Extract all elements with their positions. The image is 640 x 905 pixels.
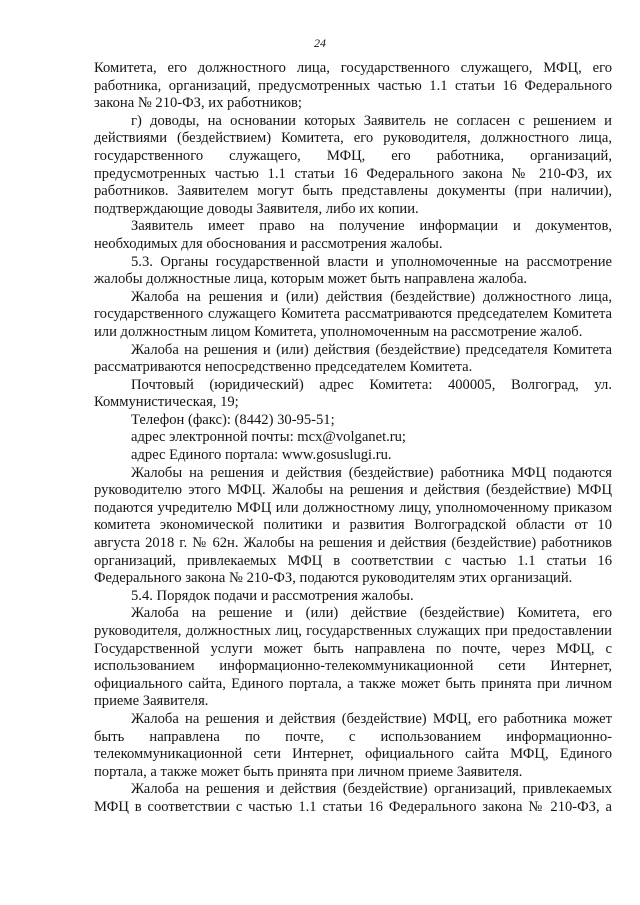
paragraph-chairman-complaint: Жалоба на решения и (или) действия (бездействие) председателя Комитета рассматриваются непосредственно председателем Комитета. <box>94 341 612 376</box>
section-5-4-heading: 5.4. Порядок подачи и рассмотрения жалобы. <box>131 587 414 604</box>
section-5-3-heading: 5.3. Органы государственной власти и уполномоченные на рассмотрение жалобы должностные лица, которым может быть направлена жалоба. <box>94 253 612 288</box>
phone-fax: Телефон (факс): (8442) 30-95-51; <box>131 411 335 428</box>
email-address: адрес электронной почты: mcx@volganet.ru; <box>131 429 406 446</box>
paragraph-official-complaint: Жалоба на решения и (или) действия (бездействие) должностного лица, государственного служащего Комитета рассматриваются председателем Комитета или должностным лицом Комитета, уполномоченным на рассмотрение жалоб. <box>94 288 612 340</box>
paragraph-mfc-complaints: Жалобы на решения и действия (бездействие) работника МФЦ подаются руководителю этого МФЦ. Жалобы на решения и действия (бездействие) МФЦ подаются учредителю МФЦ или должностному лицу, уполномоченному приказом комитета экономической политики и развития Волгоградской области от 10 августа 2018 г. № 62н. Жалобы на решения и действия (бездействие) работников организаций, привлекаемых МФЦ в соответствии с частью 1.1 статьи 16 Федерального закона № 210-ФЗ, подаются руководителям этих организаций. <box>94 464 612 587</box>
paragraph-organizations-complaint: Жалоба на решения и действия (бездействие) организаций, привлекаемых МФЦ в соответствии с частью 1.1 статьи 16 Федерального закона № 210-ФЗ, а <box>94 781 612 815</box>
paragraph-continued: Комитета, его должностного лица, государственного служащего, МФЦ, его работника, организаций, предусмотренных частью 1.1 статьи 16 Федерального закона № 210-ФЗ, их работников; <box>94 60 612 112</box>
paragraph-committee-complaint-submission: Жалоба на решение и (или) действие (бездействие) Комитета, его руководителя, должностных лиц, государственных служащих при предоставлении Государственной услуги может быть направлена по почте, через МФЦ, с использованием информационно-телекоммуникационной сети Интернет, официального сайта, Единого портала, а также может быть принята при личном приеме Заявителя. <box>94 605 612 710</box>
paragraph-item-g: г) доводы, на основании которых Заявитель не согласен с решением и действиями (бездействием) Комитета, его руководителя, должностного лица, государственного служащего, МФЦ, его работника, организаций, предусмотренных частью 1.1 статьи 16 Федерального закона № 210-ФЗ, их работников. Заявителем могут быть представлены документы (при наличии), подтверждающие доводы Заявителя, либо их копии. <box>94 112 612 217</box>
paragraph-applicant-right: Заявитель имеет право на получение информации и документов, необходимых для обоснования и рассмотрения жалобы. <box>94 218 612 252</box>
paragraph-mfc-complaint-submission: Жалоба на решения и действия (бездействие) МФЦ, его работника может быть направлена по почте, с использованием информационно-телекоммуникационной сети Интернет, официального сайта МФЦ, Единого портала, а также может быть принята при личном приеме Заявителя. <box>94 710 612 780</box>
document-body <box>94 60 612 817</box>
portal-address: адрес Единого портала: www.gosuslugi.ru. <box>131 447 392 464</box>
postal-address: Почтовый (юридический) адрес Комитета: 400005, Волгоград, ул. Коммунистическая, 19; <box>94 376 612 411</box>
page-number: 24 <box>314 36 326 50</box>
